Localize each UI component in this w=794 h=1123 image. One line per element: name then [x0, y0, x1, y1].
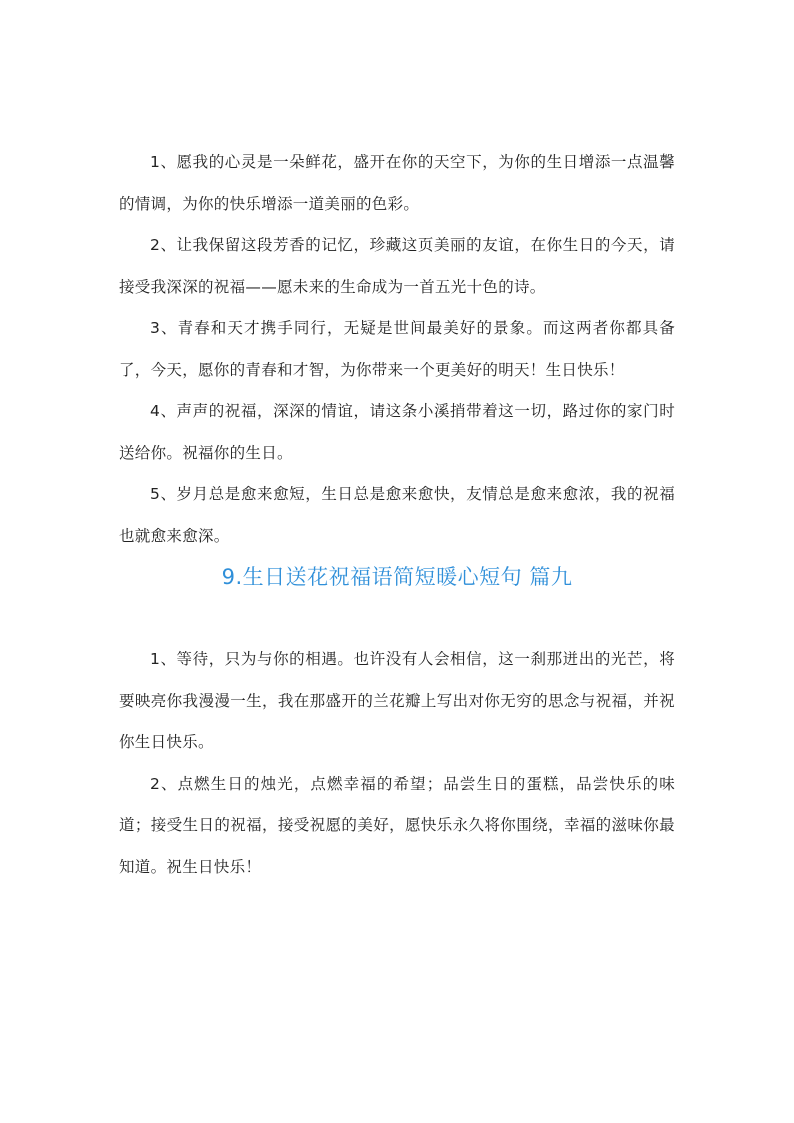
wishes-section-2 — [119, 639, 675, 888]
section-heading: 9.生日送花祝福语简短暖心短句 篇九 — [221, 565, 573, 589]
wishes-section-1 — [119, 142, 675, 557]
paragraph-3: 3、青春和天才携手同行，无疑是世间最美好的景象。而这两者你都具备了，今天，愿你的青春和才智，为你带来一个更美好的明天！生日快乐！ — [119, 319, 675, 379]
paragraph-7: 2、点燃生日的烛光，点燃幸福的希望；品尝生日的蛋糕，品尝快乐的味道；接受生日的祝福，接受祝愿的美好，愿快乐永久将你围绕，幸福的滋味你最知道。祝生日快乐！ — [119, 774, 675, 876]
document-body — [119, 142, 675, 888]
paragraph-1: 1、愿我的心灵是一朵鲜花，盛开在你的天空下，为你的生日增添一点温馨的情调，为你的快乐增添一道美丽的色彩。 — [119, 153, 675, 213]
paragraph-5: 5、岁月总是愈来愈短，生日总是愈来愈快，友情总是愈来愈浓，我的祝福也就愈来愈深。 — [119, 485, 675, 545]
paragraph-6: 1、等待，只为与你的相遇。也许没有人会相信，这一刹那迸出的光芒，将要映亮你我漫漫一生，我在那盛开的兰花瓣上写出对你无穷的思念与祝福，并祝你生日快乐。 — [119, 650, 675, 751]
paragraph-4: 4、声声的祝福，深深的情谊，请这条小溪捎带着这一切，路过你的家门时送给你。祝福你的生日。 — [119, 402, 675, 462]
paragraph-2: 2、让我保留这段芳香的记忆，珍藏这页美丽的友谊，在你生日的今天，请接受我深深的祝福——愿未来的生命成为一首五光十色的诗。 — [119, 236, 675, 296]
